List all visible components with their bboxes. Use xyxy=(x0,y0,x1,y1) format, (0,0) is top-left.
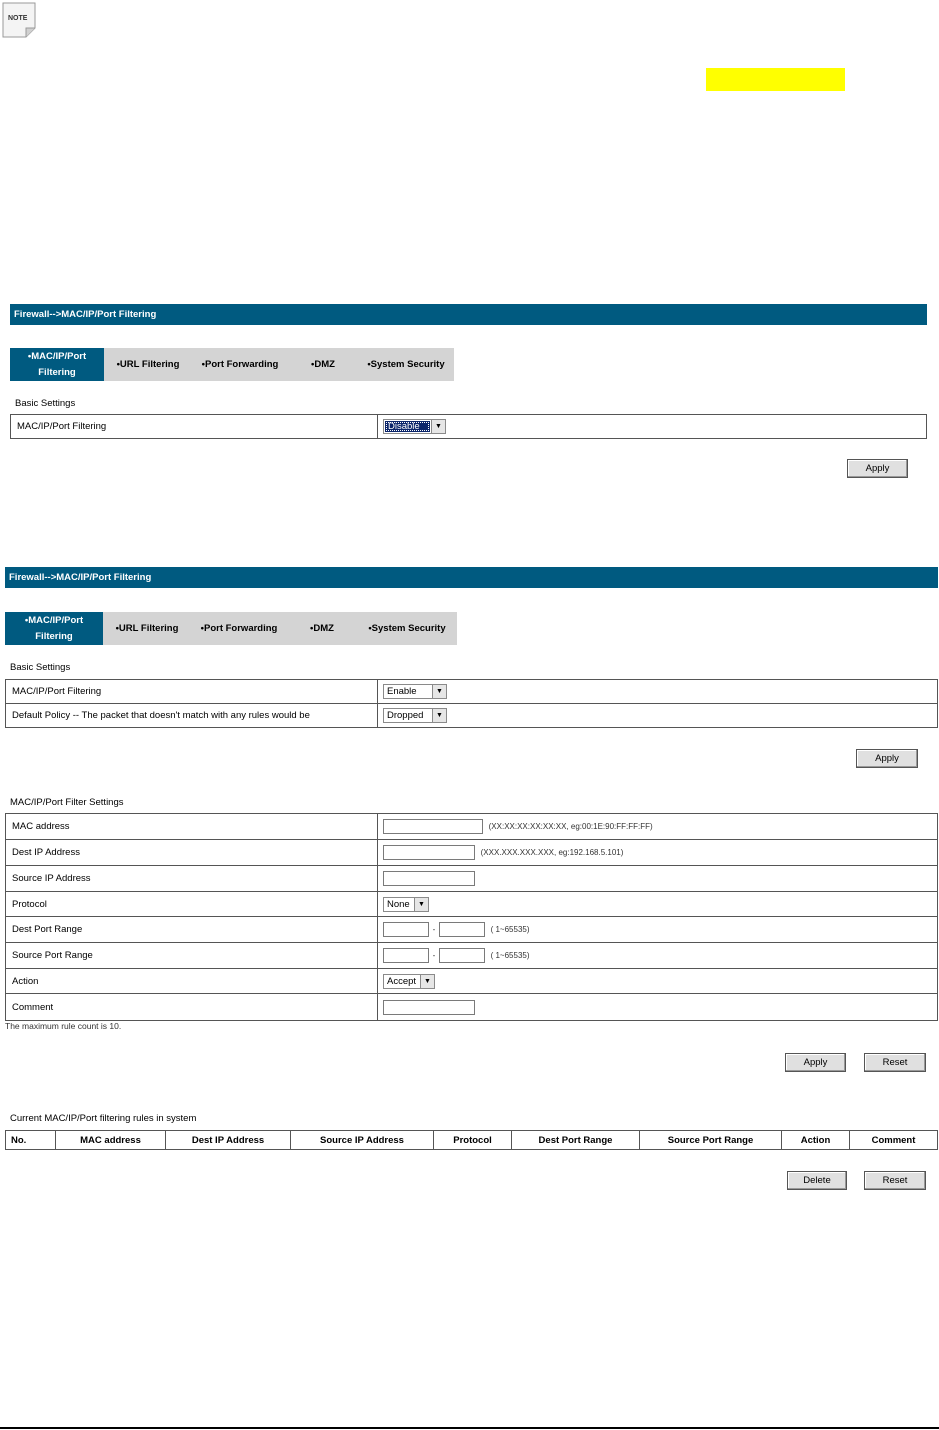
chevron-down-icon: ▼ xyxy=(432,709,446,722)
yellow-highlight xyxy=(706,68,845,91)
source-port-separator: - xyxy=(432,951,436,960)
chevron-down-icon: ▼ xyxy=(431,420,445,433)
col-source-port-range: Source Port Range xyxy=(640,1131,782,1150)
max-rule-note: The maximum rule count is 10. xyxy=(5,1021,122,1031)
note-icon xyxy=(2,2,36,38)
source-ip-input[interactable] xyxy=(383,871,475,886)
dest-port-hint: ( 1~65535) xyxy=(490,925,530,934)
panel2-title: Firewall-->MAC/IP/Port Filtering xyxy=(9,572,152,583)
panel2-apply-button[interactable]: Apply xyxy=(856,749,918,768)
dest-port-range-label: Dest Port Range xyxy=(6,917,378,943)
col-dest-port-range: Dest Port Range xyxy=(512,1131,640,1150)
tab-port-forwarding[interactable]: •Port Forwarding xyxy=(200,622,278,634)
panel2-tabs xyxy=(5,612,457,645)
dest-ip-input[interactable] xyxy=(383,845,475,860)
col-mac-address: MAC address xyxy=(56,1131,166,1150)
tab-port-forwarding[interactable]: •Port Forwarding xyxy=(201,358,279,370)
tab-mac-ip-port-filtering[interactable]: •MAC/IP/Port Filtering xyxy=(5,612,103,645)
source-ip-label: Source IP Address xyxy=(6,866,378,892)
panel1-filtering-value: Disable xyxy=(385,421,430,432)
dest-port-separator: - xyxy=(432,925,436,934)
rules-table xyxy=(5,1130,938,1150)
col-no: No. xyxy=(6,1131,56,1150)
footer-divider xyxy=(0,1427,939,1429)
col-comment: Comment xyxy=(850,1131,938,1150)
panel1-filtering-select[interactable] xyxy=(383,419,446,434)
tab-mac-ip-port-filtering[interactable]: •MAC/IP/Port Filtering xyxy=(10,348,104,381)
chevron-down-icon: ▼ xyxy=(420,975,434,988)
protocol-select[interactable] xyxy=(383,897,429,912)
filter-reset-button[interactable]: Reset xyxy=(864,1053,926,1072)
col-dest-ip: Dest IP Address xyxy=(166,1131,291,1150)
filter-apply-button[interactable]: Apply xyxy=(785,1053,846,1072)
dest-ip-label: Dest IP Address xyxy=(6,840,378,866)
mac-address-hint: (XX:XX:XX:XX:XX:XX, eg:00:1E:90:FF:FF:FF) xyxy=(488,822,653,831)
delete-button[interactable]: Delete xyxy=(787,1171,847,1190)
action-value: Accept xyxy=(387,975,417,987)
rules-reset-button[interactable]: Reset xyxy=(864,1171,926,1190)
filter-settings-label: MAC/IP/Port Filter Settings xyxy=(10,797,124,808)
action-select[interactable] xyxy=(383,974,435,989)
filtering-label: MAC/IP/Port Filtering xyxy=(11,415,378,439)
panel1-title: Firewall-->MAC/IP/Port Filtering xyxy=(14,309,157,320)
chevron-down-icon: ▼ xyxy=(432,685,446,698)
tab-system-security[interactable]: •System Security xyxy=(367,358,445,370)
panel1-basic-settings-table xyxy=(10,414,927,439)
default-policy-select[interactable] xyxy=(383,708,447,723)
filtering-label: MAC/IP/Port Filtering xyxy=(6,680,378,704)
source-port-hint: ( 1~65535) xyxy=(490,951,530,960)
panel2-basic-settings-table xyxy=(5,679,938,728)
rules-header-row xyxy=(6,1131,938,1150)
col-action: Action xyxy=(782,1131,850,1150)
panel2-basic-settings-label: Basic Settings xyxy=(10,662,71,673)
comment-label: Comment xyxy=(6,994,378,1021)
action-label: Action xyxy=(6,969,378,994)
panel1-tabs xyxy=(10,348,454,381)
protocol-value: None xyxy=(387,898,410,910)
source-port-range-label: Source Port Range xyxy=(6,943,378,969)
tab-url-filtering[interactable]: •URL Filtering xyxy=(115,622,179,634)
panel1-title-bar xyxy=(10,304,927,325)
tab-url-filtering[interactable]: •URL Filtering xyxy=(116,358,180,370)
panel2-filtering-value: Enable xyxy=(387,686,417,697)
tab-system-security[interactable]: •System Security xyxy=(368,622,446,634)
default-policy-value: Dropped xyxy=(387,710,424,721)
mac-address-input[interactable] xyxy=(383,819,483,834)
default-policy-label: Default Policy -- The packet that doesn't match with any rules would be xyxy=(6,704,378,728)
panel1-basic-settings-label: Basic Settings xyxy=(15,398,76,409)
note-icon-label: NOTE xyxy=(8,15,28,22)
comment-input[interactable] xyxy=(383,1000,475,1015)
dest-ip-hint: (XXX.XXX.XXX.XXX, eg:192.168.5.101) xyxy=(480,848,624,857)
tab-dmz[interactable]: •DMZ xyxy=(311,358,335,370)
protocol-label: Protocol xyxy=(6,892,378,917)
col-source-ip: Source IP Address xyxy=(291,1131,434,1150)
dest-port-start-input[interactable] xyxy=(383,922,429,937)
filter-settings-table xyxy=(5,813,938,1021)
panel1-apply-button[interactable]: Apply xyxy=(847,459,908,478)
source-port-start-input[interactable] xyxy=(383,948,429,963)
current-rules-label: Current MAC/IP/Port filtering rules in system xyxy=(10,1113,197,1124)
panel2-title-bar xyxy=(5,567,938,588)
chevron-down-icon: ▼ xyxy=(414,898,428,911)
col-protocol: Protocol xyxy=(434,1131,512,1150)
mac-address-label: MAC address xyxy=(6,814,378,840)
tab-dmz[interactable]: •DMZ xyxy=(310,622,334,634)
dest-port-end-input[interactable] xyxy=(439,922,485,937)
source-port-end-input[interactable] xyxy=(439,948,485,963)
panel2-filtering-select[interactable] xyxy=(383,684,447,699)
